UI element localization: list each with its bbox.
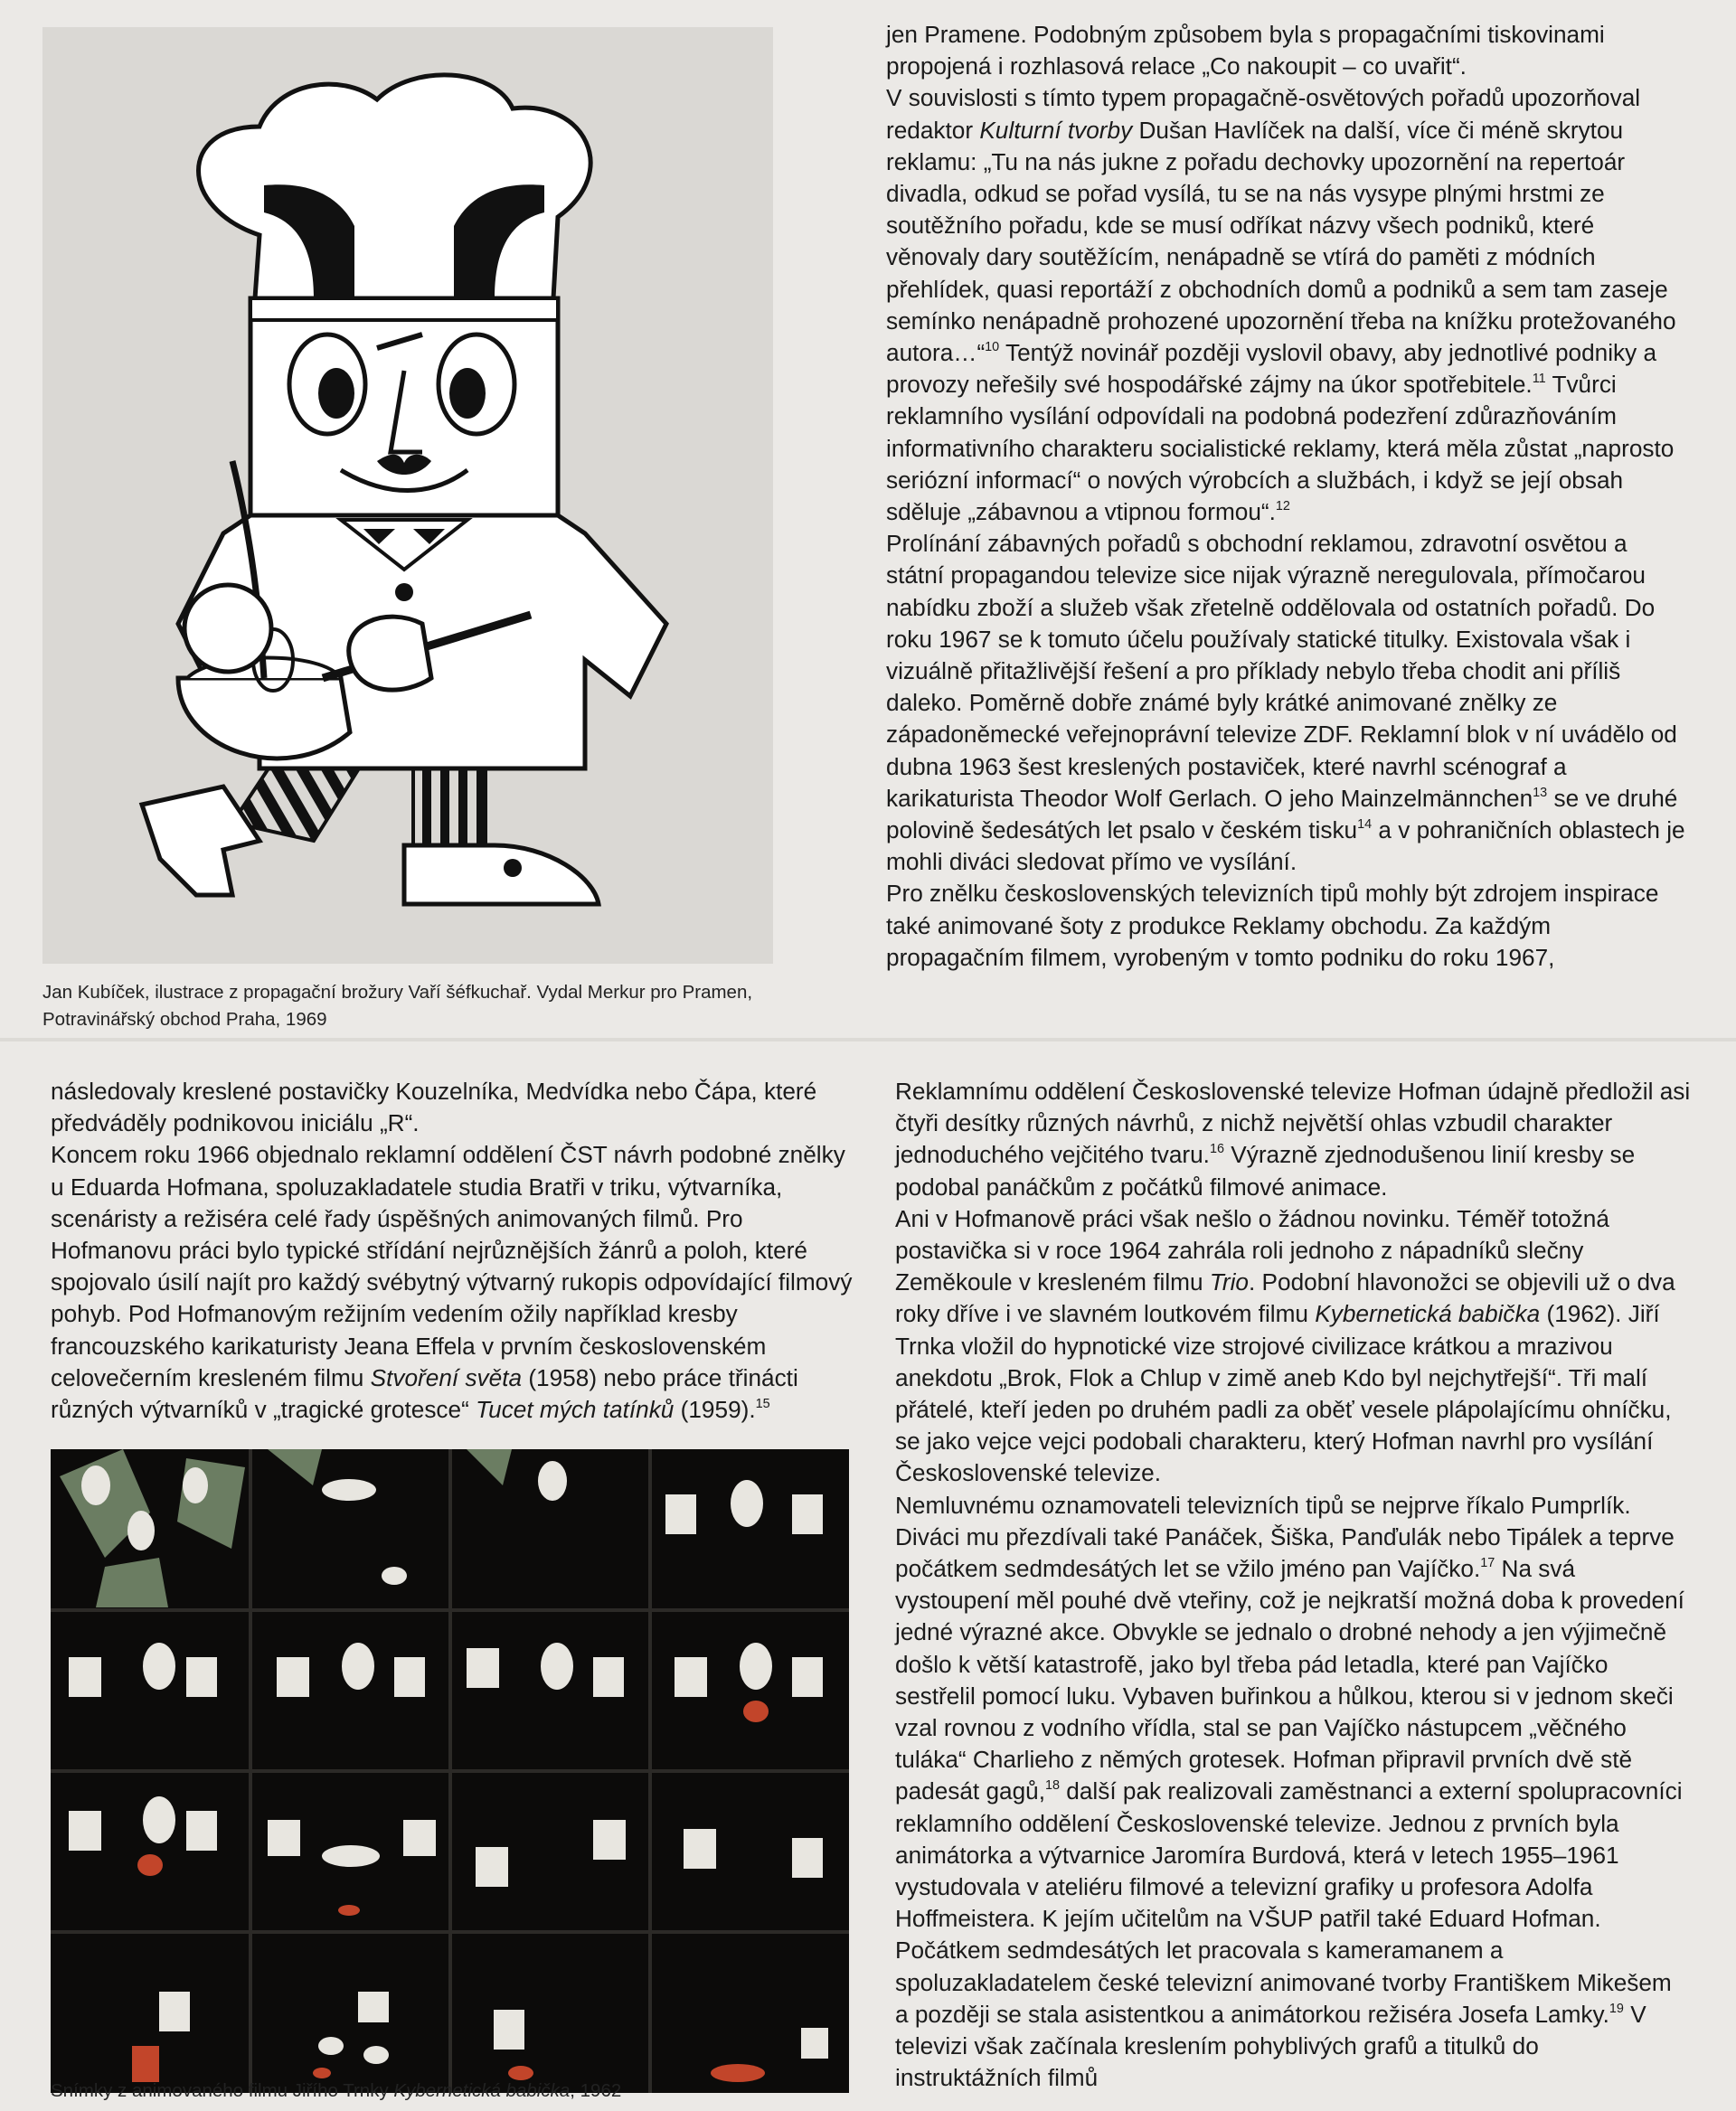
paragraph: následovaly kreslené postavičky Kouzelníka, Medvídka nebo Čápa, které předváděly podnikovou iniciálu „R“. xyxy=(51,1078,817,1137)
text-column-bottom-right xyxy=(895,1076,1691,2095)
film-stills-drawing xyxy=(51,1449,849,2093)
footnote-ref: 13 xyxy=(1533,786,1548,801)
paragraph: Reklamnímu oddělení Československé televize Hofman údajně předložil asi čtyři desítky různých návrhů, z nichž největší ohlas vzbudil charakter jednoduchého vejčitého tvaru.$^{16}$ Výrazně zjednodušenou linií kresby se podobal panáčkům z počátků filmové animace. xyxy=(895,1078,1691,1201)
footnote-ref: 16 xyxy=(1209,1142,1224,1157)
footnote-ref: 18 xyxy=(1045,1778,1061,1794)
paragraph: Nemluvnému oznamovateli televizních tipů se nejprve říkalo Pumprlík. Diváci mu přezdívali také Panáček, Šiška, Panďulák nebo Tipálek a teprve počátkem sedmdesátých let se vžilo jméno pan Vajíčko.$^{17}$ Na svá vystoupení měl pouhé dvě vteřiny, což je nejkratší možná doba k provedení jedné výrazné akce. Obvykle se jednalo o drobné nehody a jen výjimečně došlo k větší katastrofě, jako byl třeba pád letadla, které pan Vajíčko sestřelil pomocí luku. Vybaven buřinkou a hůlkou, kterou si v jednom skeči vzal rovnou z vodního vřídla, stal se pan Vajíčko nástupcem „věčného tuláka“ Charlieho z němých grotesek. Hofman připravil prvních dvě stě padesát gagů,$^{18}$ další pak realizovali zaměstnanci a externí spolupracovníci reklamního oddělení Československé televize. Jednou z prvních byla animátorka a výtvarnice Jaromíra Burdová, která v letech 1955–1961 vystudovala v ateliéru filmové a televizní grafiky u profesora Adolfa Hoffmeistera. K jejím učitelům na VŠUP patřil také Eduard Hofman. Počátkem sedmdesátých let pracovala s kameramanem a spoluzakladatelem české televizní animované tvorby Františkem Mikešem a později se stala asistentkou a animátorkou režiséra Josefa Lamky.$^{19}$ V televizi však začínala kreslením pohyblivých grafů a titulků do instruktážních filmů xyxy=(895,1491,1684,2092)
footnote-ref: 15 xyxy=(755,1397,770,1412)
film-caption: Snímky z animovaného filmu Jiřího Trnky Kybernetická babička, 1962 xyxy=(51,2080,622,2101)
paragraph: Ani v Hofmanově práci však nešlo o žádnou novinku. Téměř totožná postavička si v roce 1964 zahrála roli jednoho z nápadníků slečny Zeměkoule v kresleném filmu Trio. Podobní hlavonožci se objevili už o dva roky dříve i ve slavném loutkovém filmu Kybernetická babička (1962). Jiří Trnka vložil do hypnotické vize strojové civilizace krátkou a mrazivou anekdotu „Brok, Flok a Chlup v zimě aneb Kdo byl nejchytřejší“. Tři malí přátelé, kteří jeden po druhém padli za oběť vesele plápolajícímu ohníčku, se jako vejce vejci podobali charakteru, který Hofman navrhl pro vysílání Československé televize. xyxy=(895,1204,1675,1487)
film-stills-grid xyxy=(51,1449,849,2093)
paragraph: Prolínání zábavných pořadů s obchodní reklamou, zdravotní osvětou a státní propagandou televize sice nijak výrazně neregulovala, přímočarou nabídku zboží a služeb však zřetelně oddělovala od ostatních pořadů. Do roku 1967 se k tomuto účelu používaly statické titulky. Existovala však i vizuálně přitažlivější řešení a pro příklady nebylo třeba chodit ani příliš daleko. Poměrně dobře známé byly krátké animované znělky ze západoněmecké veřejnoprávní televize ZDF. Reklamní blok v ní uvádělo od dubna 1963 šest kreslených postaviček, které navrhl scénograf a karikaturista Theodor Wolf Gerlach. O jeho Mainzelmännchen$^{13}$ se ve druhé polovině šedesátých let psalo v českém tisku$^{14}$ a v pohraničních oblastech je mohli diváci sledovat přímo ve vysílání. xyxy=(886,530,1685,876)
text-column-top-right xyxy=(886,19,1689,974)
paragraph: jen Pramene. Podobným způsobem byla s propagačními tiskovinami propojená i rozhlasová relace „Co nakoupit – co uvařit“. xyxy=(886,21,1605,80)
chef-drawing xyxy=(42,27,773,964)
paragraph: Pro znělku československých televizních tipů mohly být zdrojem inspirace také animované šoty z produkce Reklamy obchodu. Za každým propagačním filmem, vyrobeným v tomto podniku do roku 1967, xyxy=(886,880,1659,971)
footnote-ref: 11 xyxy=(1532,372,1546,387)
footnote-ref: 17 xyxy=(1480,1556,1495,1571)
chef-caption: Jan Kubíček, ilustrace z propagační brožury Vaří šéfkuchař. Vydal Merkur pro Pramen, Potravinářský obchod Praha, 1969 xyxy=(42,982,753,1030)
footnote-ref: 12 xyxy=(1275,499,1290,514)
paragraph: Koncem roku 1966 objednalo reklamní oddělení ČST návrh podobné znělky u Eduarda Hofmana, spoluzakladatele studia Bratři v triku, výtvarníka, scenáristy a režiséra celé řady úspěšných animovaných filmů. Pro Hofmanovu práci bylo typické střídání nejrůznějších žánrů a poloh, které spojovalo úsilí najít pro každý svébytný výtvarný rukopis odpovídající filmový pohyb. Pod Hofmanovým režijním vedením ožily například kresby francouzského karikaturisty Jeana Effela v prvním československém celovečerním kresleném filmu Stvoření světa (1958) nebo práce třinácti různých výtvarníků v „tragické grotesce“ Tucet mých tatínků (1959).$^{15}$ xyxy=(51,1141,853,1424)
paragraph: V souvislosti s tímto typem propagačně-osvětových pořadů upozorňoval redaktor Kulturní tvorby Dušan Havlíček na další, více či méně skrytou reklamu: „Tu na nás jukne z pořadu dechovky upozornění na repertoár divadla, odkud se pořad vysílá, tu se na nás vysype plnými hrstmi ze soutěžního pořadu, kde se musí odříkat názvy všech podniků, které věnovaly dary soutěžícím, nenápadně se vtírá do paměti z módních přehlídek, quasi reportáží z obchodních domů a podniků a sem tam zaseje semínko nenápadně prohozené upozornění třeba na knížku protežovaného autora…“$^{10}$ Tentýž novinář později vyslovil obavy, aby jednotlivé podniky a provozy neřešily své hospodářské zájmy na úkor spotřebitele.$^{11}$ Tvůrci reklamního vysílání odpovídali na podobná podezření zdůrazňováním informativního charakteru socialistické reklamy, která měla zůstat „naprosto seriózní informací“ o nových výrobcích a službách, i když se její obsah sděluje „zábavnou a vtipnou formou“.$^{12}$ xyxy=(886,84,1676,526)
page-fold-divider xyxy=(0,1038,1736,1041)
footnote-ref: 14 xyxy=(1357,817,1373,833)
footnote-ref: 10 xyxy=(985,340,1000,355)
chef-illustration xyxy=(42,27,773,964)
text-column-bottom-left xyxy=(51,1076,854,1426)
footnote-ref: 19 xyxy=(1609,2002,1624,2017)
